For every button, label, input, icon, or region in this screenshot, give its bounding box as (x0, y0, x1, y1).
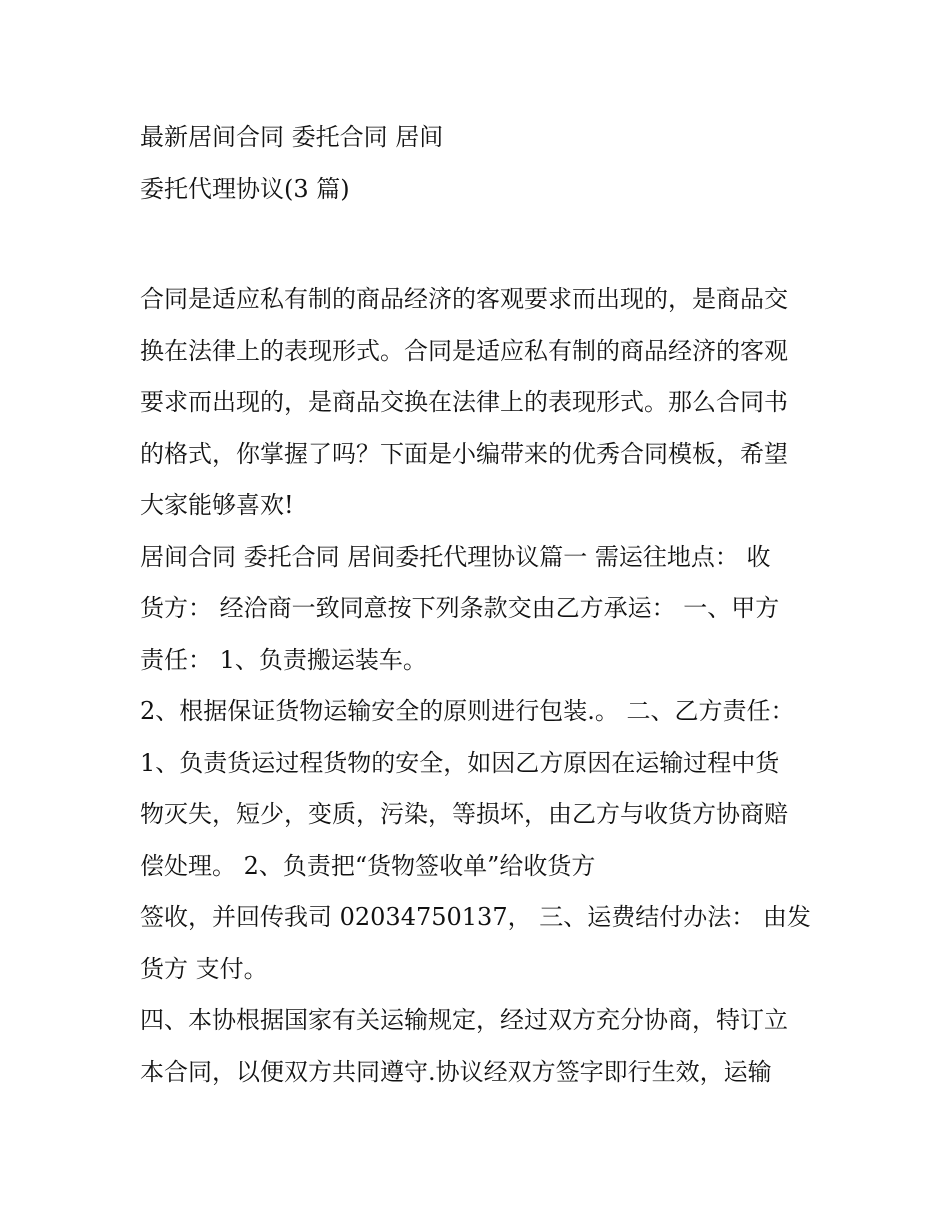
body-line: 要求而出现的，是商品交换在法律上的表现形式。那么合同书 (140, 388, 788, 416)
body-line: 居间合同 委托合同 居间委托代理协议篇一 需运往地点： 收 (140, 542, 771, 571)
body-line: 换在法律上的表现形式。合同是适应私有制的商品经济的客观 (140, 336, 788, 365)
document-title (140, 112, 840, 215)
document-body (140, 274, 830, 1098)
body-line: 偿处理。 2、负责把“货物签收单”给收货方 (140, 851, 596, 880)
body-line: 责任： 1、负责搬运装车。 (140, 645, 427, 674)
body-line: 物灭失，短少，变质，污染，等损坏，由乙方与收货方协商赔 (140, 800, 788, 828)
body-line: 签收，并回传我司 02034750137， 三、运费结付办法： 由发 (140, 903, 811, 931)
body-line: 大家能够喜欢! (140, 491, 294, 519)
body-line: 货方 支付。 (140, 954, 268, 983)
body-line: 的格式，你掌握了吗？下面是小编带来的优秀合同模板，希望 (140, 439, 788, 468)
body-line: 1、负责货运过程货物的安全，如因乙方原因在运输过程中货 (140, 748, 780, 777)
title-line: 最新居间合同 委托合同 居间 (140, 123, 444, 151)
body-line: 合同是适应私有制的商品经济的客观要求而出现的，是商品交 (140, 285, 788, 313)
title-line: 委托代理协议(3 篇) (140, 174, 350, 203)
body-line: 2、根据保证货物运输安全的原则进行包装.。 二、乙方责任： (140, 697, 795, 725)
body-line: 货方： 经洽商一致同意按下列条款交由乙方承运： 一、甲方 (140, 594, 780, 622)
body-line: 本合同，以便双方共同遵守.协议经双方签字即行生效，运输 (140, 1057, 772, 1086)
body-line: 四、本协根据国家有关运输规定，经过双方充分协商，特订立 (140, 1006, 788, 1034)
